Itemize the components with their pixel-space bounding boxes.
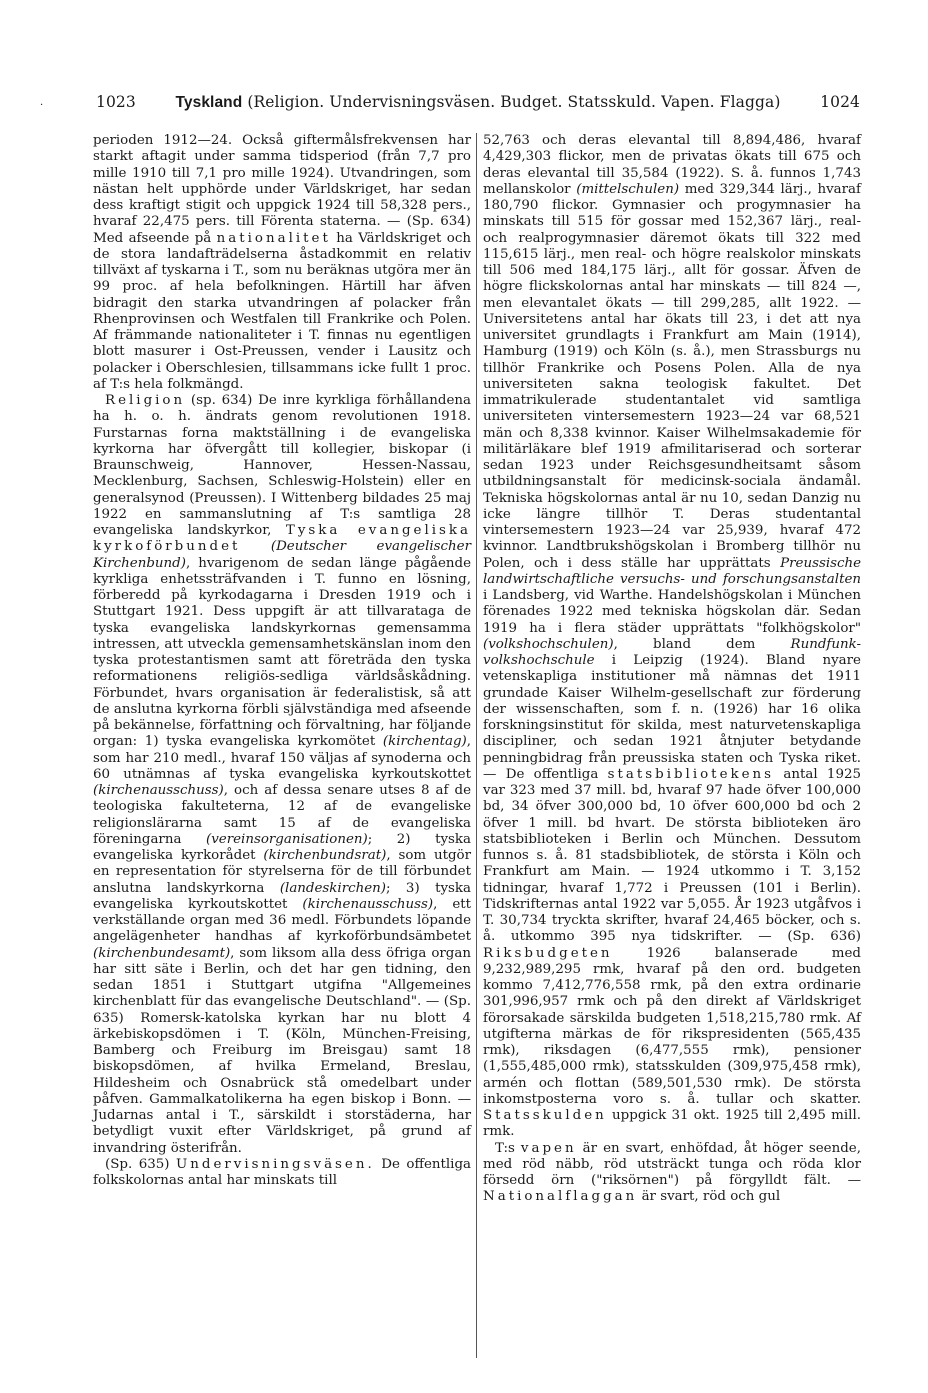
paragraph-education-start: (Sp. 635) Undervisningsväsen. De offentliga folkskolornas antal har minskats till	[93, 1156, 472, 1188]
running-title-bold: Tyskland	[175, 94, 243, 111]
page-header	[96, 93, 860, 117]
left-column	[93, 133, 471, 1189]
paragraph-arms-flag: T:s vapen är en svart, enhöfdad, åt höger seende, med röd näbb, röd utsträckt tunga och röda klor försedd örn ("riksörnen") på förgylldt fält. — Nationalflaggan är svart, röd och gul	[483, 1140, 861, 1205]
right-column	[483, 133, 861, 1206]
page-number-right: 1024	[820, 93, 860, 111]
paragraph-population: perioden 1912—24. Också giftermålsfrekvensen har starkt aftagit under samma tidsperiod (från 7,7 pro mille 1910 till 7,1 pro mille 1924). Utvandringen, som nästan helt upphörde under Världskriget, har sedan dess kraftigt stigit och uppgick 1924 till 58,328 pers., hvaraf 22,475 pers. till Förenta staterna. — (Sp. 634) Med afseende på nationalitet ha Världskriget och de stora landafträdelserna åstadkommit en relativ tillväxt af tyskarna i T., som nu beräknas utgöra mer än 99 proc. af hela befolkningen. Härtill har äfven bidragit den starka utvandringen af polacker från Rhenprovinsen och Westfalen till Frankrike och Polen. Af främmande nationaliteter i T. finnas nu egentligen blott masurer i Ost-Preussen, vender i Lausitz och polacker i Oberschlesien, tillsammans icke fullt 1 proc. af T:s hela folkmängd.	[93, 133, 471, 392]
running-title-rest: (Religion. Undervisningsväsen. Budget. Statsskuld. Vapen. Flagga)	[247, 93, 781, 111]
column-divider	[476, 133, 477, 1358]
page-number-left: 1023	[96, 93, 136, 111]
paragraph-religion: Religion (sp. 634) De inre kyrkliga förhållandena ha h. o. h. ändrats genom revolutionen 1918. Furstarnas forna maktställning i de evangeliska kyrkorna har öfvergått till kollegier, biskopar (i Braunschweig, Hannover, Hessen-Nassau, Mecklenburg, Sachsen, Schleswig-Holstein) eller en generalsynod (Preussen). I Wittenberg bildades 25 maj 1922 en sammanslutning af T:s samtliga 28 evangeliska landskyrkor, Tyska evangeliska kyrkoförbundet (Deutscher evangelischer Kirchenbund), hvarigenom de sedan länge pågående kyrkliga enhetssträfvanden i T. funno en lösning, förberedd på kyrkodagarna i Dresden 1919 och i Stuttgart 1921. Dess uppgift är att tillvarataga de tyska evangeliska landskyrkornas gemensamma intressen, att utveckla gemensamhetskänslan inom den tyska protestantismen samt att företräda den tyska reformationens religiös-sedliga världsåskådning. Förbundet, hvars organisation är federalistisk, så att de anslutna kyrkorna förbli självständiga med afseende på bekännelse, författning och förvaltning, har följande organ: 1) tyska evangeliska kyrkomötet (kirchentag), som har 210 medl., hvaraf 150 väljas af synoderna och 60 utnämnas af tyska evangeliska kyrkoutskottet (kirchenausschuss), och af dessa senare utses 8 af de teologiska fakulteterna, 12 af de evangeliske religionslärarna samt 15 af de evangeliska föreningarna (vereinsorganisationen); 2) tyska evangeliska kyrkorådet (kirchenbundsrat), som utgör en representation för styrelserna för de till förbundet anslutna landskyrkorna (landeskirchen); 3) tyska evangeliska kyrkoutskottet (kirchenausschuss), ett verkställande organ med 36 medl. Förbundets löpande angelägenheter handhas af kyrkoförbundsämbetet (kirchenbundesamt), som liksom alla dess öfriga organ har sitt säte i Berlin, och det har gen tidning, den sedan 1851 i Stuttgart utgifna "Allgemeines kirchenblatt für das evangelische Deutschland". — (Sp. 635) Romersk-katolska kyrkan har nu blott 4 ärkebiskopsdömen i T. (Köln, München-Freising, Bamberg och Freiburg im Breisgau) samt 18 biskopsdömen, af hvilka Ermeland, Breslau, Hildesheim och Osnabrück stå omedelbart under påfven. Gammalkatolikerna ha egen biskop i Bonn. — Judarnas antal i T., särskildt i storstäderna, har betydligt vuxit efter Världskriget, på grund af invandring österifrån.	[93, 393, 472, 1156]
margin-dot: ·	[40, 100, 44, 111]
paragraph-education: 52,763 och deras elevantal till 8,894,486, hvaraf 4,429,303 flickor, men de privatas ökats till 675 och deras elevantal till 35,584 (1922). S. å. funnos 1,743 mellanskolor (mittelschulen) med 329,344 lärj., hvaraf 180,790 flickor. Gymnasier och progymnasier ha minskats till 515 för gossar med 152,367 lärj., real- och realprogymnasier däremot ökats till 322 med 115,615 lärj., men real- och högre realskolor minskats till 506 med 184,175 lärj., allt för gossar. Äfven de högre flickskolornas antal har minskats — till 824 —, men elevantalet ökats — till 299,285, allt 1922. — Universitetens antal har ökats till 23, i det att nya universitet grundlagts i Frankfurt am Main (1914), Hamburg (1919) och Köln (s. å.), men Strassburgs nu tillhör Frankrike och Posens Polen. Alla de nya universiteten sakna teologisk fakultet. Det immatrikulerade studentantalet vid samtliga universiteten vintersemestern 1923—24 var 68,521 män och 8,338 kvinnor. Kaiser Wilhelmsakademie för militärläkare blef 1919 afmilitariserad och sorterar sedan 1923 under Reichsgesundheitsamt såsom utbildningsanstalt för medicinsk-sociala ändamål. Tekniska högskolornas antal är nu 10, sedan Danzig nu icke längre tillhör T. Deras studentantal vintersemestern 1923—24 var 25,939, hvaraf 472 kvinnor. Landtbrukshögskolan i Bromberg tillhör nu Polen, och i dess ställe har upprättats Preussische landwirtschaftliche versuchs- und forschungsanstalten i Landsberg, vid Warthe. Handelshögskolan i München förenades 1922 med tekniska högskolan där. Sedan 1919 ha i flera städer upprättats "folkhögskolor" (volkshochschulen), bland dem Rundfunk-volkshochschule i Leipzig (1924). Bland nyare vetenskapliga institutioner må nämnas det 1911 grundade Kaiser Wilhelm-gesellschaft zur förderung der wissenschaften, som f. n. (1926) har 16 olika forskningsinstitut för skilda, mest naturvetenskapliga discipliner, och sedan 1921 åtnjuter betydande penningbidrag från preussiska staten och Tyska riket. — De offentliga statsbibliotekens antal 1925 var 323 med 37 mill. bd, hvaraf 97 hade öfver 100,000 bd, 34 öfver 300,000 bd, 10 öfver 600,000 bd och 2 öfver 1 mill. bd hvart. De största biblioteken äro statsbiblioteken i Berlin och München. Dessutom funnos s. å. 81 stadsbibliotek, de största i Köln och Frankfurt am Main. — 1924 utkommo i T. 3,152 tidningar, hvaraf 1,772 i Preussen (101 i Berlin). Tidskrifternas antal 1922 var 5,055. År 1923 utgåfvos i T. 30,734 tryckta skrifter, hvaraf 24,465 böcker, och s. å. utkommo 395 nya tidskrifter. — (Sp. 636) Riksbudgeten 1926 balanserade med 9,232,989,295 rmk, hvaraf på den ord. budgeten kommo 7,412,776,558 rmk, på den extra ordinarie 301,996,957 rmk och på den direkt af Världskriget förorsakade särskilda budgeten 1,518,215,780 rmk. Af utgifterna märkas de för rikspresidenten (565,435 rmk), riksdagen (6,477,555 rmk), pensioner (1,555,485,000 rmk), statsskulden (309,975,458 rmk), armén och flottan (589,501,530 rmk). De största inkomstposterna voro s. å. tullar och skatter. Statsskulden uppgick 31 okt. 1925 till 2,495 mill. rmk.	[483, 133, 862, 1140]
running-title	[96, 93, 860, 112]
